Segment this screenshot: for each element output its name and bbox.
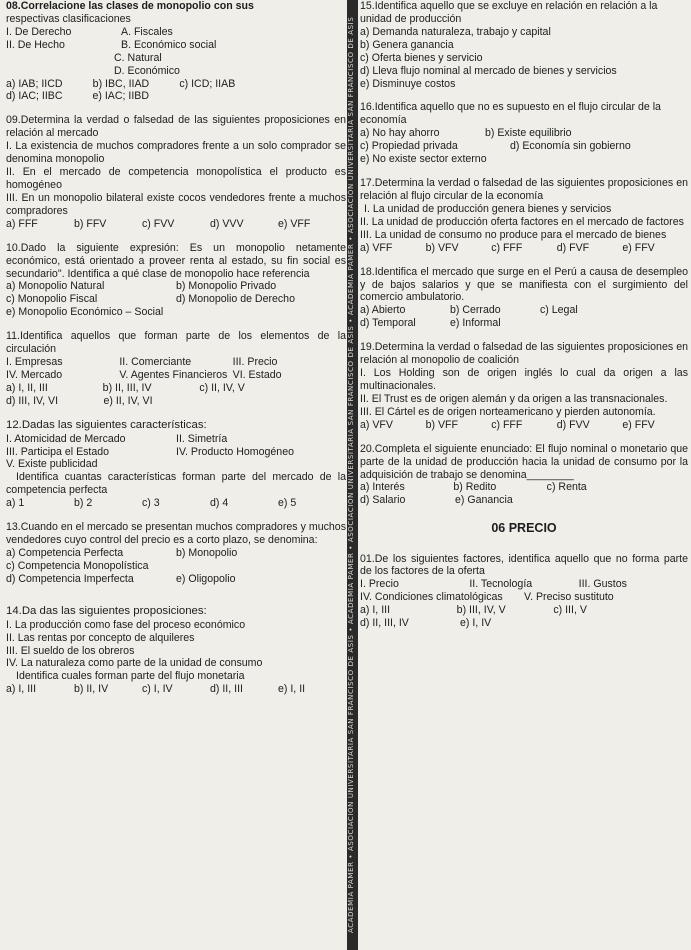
q01-item-iv: IV. Condiciones climatológicas bbox=[360, 591, 503, 604]
q18-opt-d: d) Temporal bbox=[360, 317, 416, 330]
q09-statement-3: III. En un monopolio bilateral existe cocos vendedores frente a muchos compradores bbox=[6, 191, 346, 217]
q01-opt-c: c) III, V bbox=[553, 604, 587, 617]
right-column bbox=[360, 0, 688, 633]
q01-stem: 01.De los siguientes factores, identifica aquello que no forma parte de los factores de la oferta bbox=[360, 552, 688, 578]
q11-item-vi: VI. Estado bbox=[232, 368, 282, 381]
q14-opt-b: b) II, IV bbox=[74, 683, 109, 696]
q08-col2-b: B. Económico social bbox=[121, 38, 217, 51]
q16-opt-c: c) Propiedad privada bbox=[360, 140, 458, 153]
q18-opt-b: b) Cerrado bbox=[450, 304, 501, 317]
q13-stem: 13.Cuando en el mercado se presentan muchos compradores y muchos vendedores cuyo control del precio es a corto plazo, se denomina: bbox=[6, 521, 346, 547]
q08-title-2: respectivas clasificaciones bbox=[6, 12, 131, 25]
q17-stem: 17.Determina la verdad o falsedad de las siguientes proposiciones en relación al flujo circular de la economía bbox=[360, 177, 688, 202]
q13-opt-d: d) Competencia Imperfecta bbox=[6, 572, 134, 585]
q10-stem: 10.Dado la siguiente expresión: Es un monopolio netamente económico, está orientado a proveer renta al estado, su fin social es secundario". Identifica a qué clase de monopolio hace referencia bbox=[6, 241, 346, 280]
q20-opt-c: c) Renta bbox=[546, 481, 587, 494]
q15-opt-e: e) Disminuye costos bbox=[360, 77, 456, 90]
q17-opt-c: c) FFF bbox=[491, 241, 523, 254]
question-11 bbox=[6, 330, 346, 408]
q01-opt-e: e) I, IV bbox=[460, 617, 492, 630]
question-13 bbox=[6, 521, 346, 586]
q19-stem: 19.Determina la verdad o falsedad de las siguientes proposiciones en relación al monopolio de coalición bbox=[360, 341, 688, 367]
q17-opt-a: a) VFF bbox=[360, 241, 393, 254]
q01-item-iii: III. Gustos bbox=[578, 578, 627, 591]
q18-opt-c: c) Legal bbox=[540, 304, 578, 317]
q16-stem: 16.Identifica aquello que no es supuesto en el flujo circular de la economía bbox=[360, 101, 661, 127]
q12-opt-a: a) 1 bbox=[6, 497, 25, 510]
question-10 bbox=[6, 242, 346, 320]
q14-stem-2: Identifica cuales forman parte del flujo monetaria bbox=[16, 670, 245, 683]
q15-opt-d: d) Lleva flujo nominal al mercado de bienes y servicios bbox=[360, 64, 617, 77]
q15-opt-b: b) Genera ganancia bbox=[360, 38, 454, 51]
q08-col2-c: C. Natural bbox=[114, 51, 162, 64]
q10-opt-d: d) Monopolio de Derecho bbox=[176, 293, 295, 306]
q17-opt-d: d) FVF bbox=[556, 241, 590, 254]
q14-statement-1: I. La producción como fase del proceso económico bbox=[6, 618, 246, 631]
q19-opt-c: c) FFF bbox=[491, 418, 523, 431]
q15-stem: 15.Identifica aquello que se excluye en relación en relación a la unidad de producción bbox=[360, 0, 658, 25]
q13-opt-c: c) Competencia Monopolística bbox=[6, 559, 149, 572]
q08-col2-a: A. Fiscales bbox=[121, 25, 173, 38]
q08-opt-e: e) IAC; IIBD bbox=[92, 90, 150, 103]
q08-title: 08.Correlacione las clases de monopolio con sus bbox=[6, 0, 254, 12]
q12-opt-c: c) 3 bbox=[142, 497, 160, 510]
q17-opt-e: e) FFV bbox=[622, 241, 655, 254]
q11-opt-a: a) I, II, III bbox=[6, 381, 48, 394]
q19-opt-a: a) VFV bbox=[360, 418, 393, 431]
q14-statement-4: IV. La naturaleza como parte de la unidad de consumo bbox=[6, 657, 263, 670]
q12-opt-b: b) 2 bbox=[74, 497, 93, 510]
q16-opt-a: a) No hay ahorro bbox=[360, 127, 440, 140]
q17-statement-3: III. La unidad de consumo no produce para el mercado de bienes bbox=[360, 228, 667, 241]
q19-statement-3: III. El Cártel es de origen norteamericano y pierden autonomía. bbox=[360, 405, 656, 418]
q20-blank: ________ bbox=[526, 468, 574, 481]
q14-statement-2: II. Las rentas por concepto de alquileres bbox=[6, 631, 195, 644]
q12-opt-d: d) 4 bbox=[210, 497, 229, 510]
q11-opt-e: e) II, IV, VI bbox=[103, 394, 153, 407]
question-20 bbox=[360, 443, 688, 508]
q13-opt-e: e) Oligopolio bbox=[176, 572, 236, 585]
q11-item-i: I. Empresas bbox=[6, 356, 63, 369]
q08-opt-d: d) IAC; IIBC bbox=[6, 90, 63, 103]
q11-opt-c: c) II, IV, V bbox=[199, 381, 245, 394]
q12-item-iv: IV. Producto Homogéneo bbox=[176, 445, 294, 458]
q13-opt-a: a) Competencia Perfecta bbox=[6, 547, 124, 560]
question-17 bbox=[360, 177, 688, 255]
q09-opt-d: d) VVV bbox=[210, 217, 244, 230]
q11-item-iii: III. Precio bbox=[232, 356, 278, 369]
q14-opt-c: c) I, IV bbox=[142, 683, 173, 696]
question-18 bbox=[360, 266, 688, 331]
q11-opt-d: d) III, IV, VI bbox=[6, 394, 59, 407]
q16-opt-b: b) Existe equilibrio bbox=[485, 127, 572, 140]
q12-opt-e: e) 5 bbox=[278, 497, 297, 510]
q16-opt-d: d) Economía sin gobierno bbox=[510, 140, 631, 153]
q19-opt-e: e) FFV bbox=[622, 418, 655, 431]
question-12 bbox=[6, 419, 346, 510]
question-19 bbox=[360, 341, 688, 431]
q09-stem: 09.Determina la verdad o falsedad de las siguientes proposiciones en relación al mercado bbox=[6, 114, 346, 140]
watermark-text: ACADEMIA PAMER • ASOCIACIÓN UNIVERSITARIA SAN FRANCISCO DE ASÍS • ACADEMIA PAMER • ASOCIACIÓN UNIVERSITARIA SAN FRANCISCO DE ASÍS • ACADEMIA PAMER • ASOCIACIÓN UNIVERSITARIA SAN FRANCISCO DE ASÍS bbox=[347, 16, 355, 934]
q20-opt-e: e) Ganancia bbox=[455, 494, 513, 507]
q14-opt-e: e) I, II bbox=[278, 683, 306, 696]
q08-col2-d: D. Económico bbox=[114, 64, 180, 77]
q14-statement-3: III. El sueldo de los obreros bbox=[6, 644, 135, 657]
q09-statement-1: I. La existencia de muchos compradores frente a un solo comprador se denomina monopolio bbox=[6, 140, 346, 166]
q17-statement-2: II. La unidad de producción oferta factores en el mercado de factores bbox=[360, 215, 684, 228]
question-15 bbox=[360, 0, 688, 90]
q01-opt-b: b) III, IV, V bbox=[456, 604, 506, 617]
q01-item-v: V. Preciso sustituto bbox=[524, 591, 614, 604]
q20-opt-b: b) Redito bbox=[453, 481, 497, 494]
q09-opt-b: b) FFV bbox=[74, 217, 107, 230]
q08-col1-ii: II. De Hecho bbox=[6, 38, 65, 51]
q18-opt-a: a) Abierto bbox=[360, 304, 406, 317]
q12-stem: 12.Dadas las siguientes características: bbox=[6, 418, 207, 431]
q19-opt-b: b) VFF bbox=[425, 418, 458, 431]
q12-item-i: I. Atomicidad de Mercado bbox=[6, 432, 126, 445]
section-title: 06 PRECIO bbox=[491, 521, 557, 536]
q17-opt-b: b) VFV bbox=[425, 241, 459, 254]
question-14 bbox=[6, 605, 346, 696]
q19-opt-d: d) FVV bbox=[556, 418, 590, 431]
q20-opt-d: d) Salario bbox=[360, 494, 406, 507]
q10-opt-e: e) Monopolio Económico – Social bbox=[6, 306, 164, 319]
q11-item-v: V. Agentes Financieros bbox=[119, 368, 228, 381]
q16-opt-e: e) No existe sector externo bbox=[360, 153, 487, 166]
q10-opt-a: a) Monopolio Natural bbox=[6, 280, 105, 293]
q11-item-ii: II. Comerciante bbox=[119, 356, 192, 369]
q18-opt-e: e) Informal bbox=[450, 317, 501, 330]
q15-opt-c: c) Oferta bienes y servicio bbox=[360, 51, 483, 64]
q20-opt-a: a) Interés bbox=[360, 481, 405, 494]
q12-item-ii: II. Simetría bbox=[176, 432, 228, 445]
q14-opt-d: d) II, III bbox=[210, 683, 243, 696]
q01-item-ii: II. Tecnología bbox=[469, 578, 533, 591]
q13-opt-b: b) Monopolio bbox=[176, 547, 238, 560]
q01-item-i: I. Precio bbox=[360, 578, 399, 591]
q18-stem: 18.Identifica el mercado que surge en el Perú a causa de desempleo y de bajos salarios y que se manifiesta con el surgimiento del comercio ambulatorio. bbox=[360, 265, 688, 304]
question-16 bbox=[360, 101, 688, 166]
q17-statement-1: I. La unidad de producción genera bienes y servicios bbox=[364, 202, 612, 215]
question-08 bbox=[6, 0, 346, 103]
q09-opt-a: a) FFF bbox=[6, 217, 38, 230]
q09-opt-e: e) VFF bbox=[278, 217, 311, 230]
q10-opt-b: b) Monopolio Privado bbox=[176, 280, 277, 293]
q19-statement-2: II. El Trust es de origen alemán y da origen a las transnacionales. bbox=[360, 392, 668, 405]
q14-stem: 14.Da das las siguientes proposiciones: bbox=[6, 604, 207, 617]
q12-item-iii: III. Participa el Estado bbox=[6, 445, 110, 458]
question-01 bbox=[360, 553, 688, 631]
q01-opt-a: a) I, III bbox=[360, 604, 391, 617]
q08-opt-c: c) ICD; IIAB bbox=[179, 77, 236, 90]
q11-stem: 11.Identifica aquellos que forman parte de los elementos de la circulación bbox=[6, 330, 346, 356]
q08-opt-b: b) IBC, IIAD bbox=[92, 77, 150, 90]
q12-stem-2: Identifica cuantas características forman parte del mercado de la competencia perfecta bbox=[6, 471, 346, 497]
q08-opt-a: a) IAB; IICD bbox=[6, 77, 63, 90]
q11-opt-b: b) II, III, IV bbox=[102, 381, 152, 394]
q10-opt-c: c) Monopolio Fiscal bbox=[6, 293, 98, 306]
q15-opt-a: a) Demanda naturaleza, trabajo y capital bbox=[360, 25, 551, 38]
q12-item-v: V. Existe publicidad bbox=[6, 458, 98, 471]
q09-opt-c: c) FVV bbox=[142, 217, 175, 230]
left-column bbox=[6, 0, 346, 699]
question-09 bbox=[6, 114, 346, 230]
q11-item-iv: IV. Mercado bbox=[6, 368, 63, 381]
q08-col1-i: I. De Derecho bbox=[6, 25, 72, 38]
q09-statement-2: II. En el mercado de competencia monopolística el producto es homogéneo bbox=[6, 166, 346, 191]
q20-stem: 20.Completa el siguiente enunciado: El flujo nominal o monetario que parte de la unidad de producción hacia la unidad de consumo por la adquisición de trabajo se denomina bbox=[360, 442, 688, 481]
q19-statement-1: I. Los Holding son de origen inglés lo cual da origen a las multinacionales. bbox=[360, 367, 688, 392]
q14-opt-a: a) I, III bbox=[6, 683, 37, 696]
q01-opt-d: d) II, III, IV bbox=[360, 617, 409, 630]
